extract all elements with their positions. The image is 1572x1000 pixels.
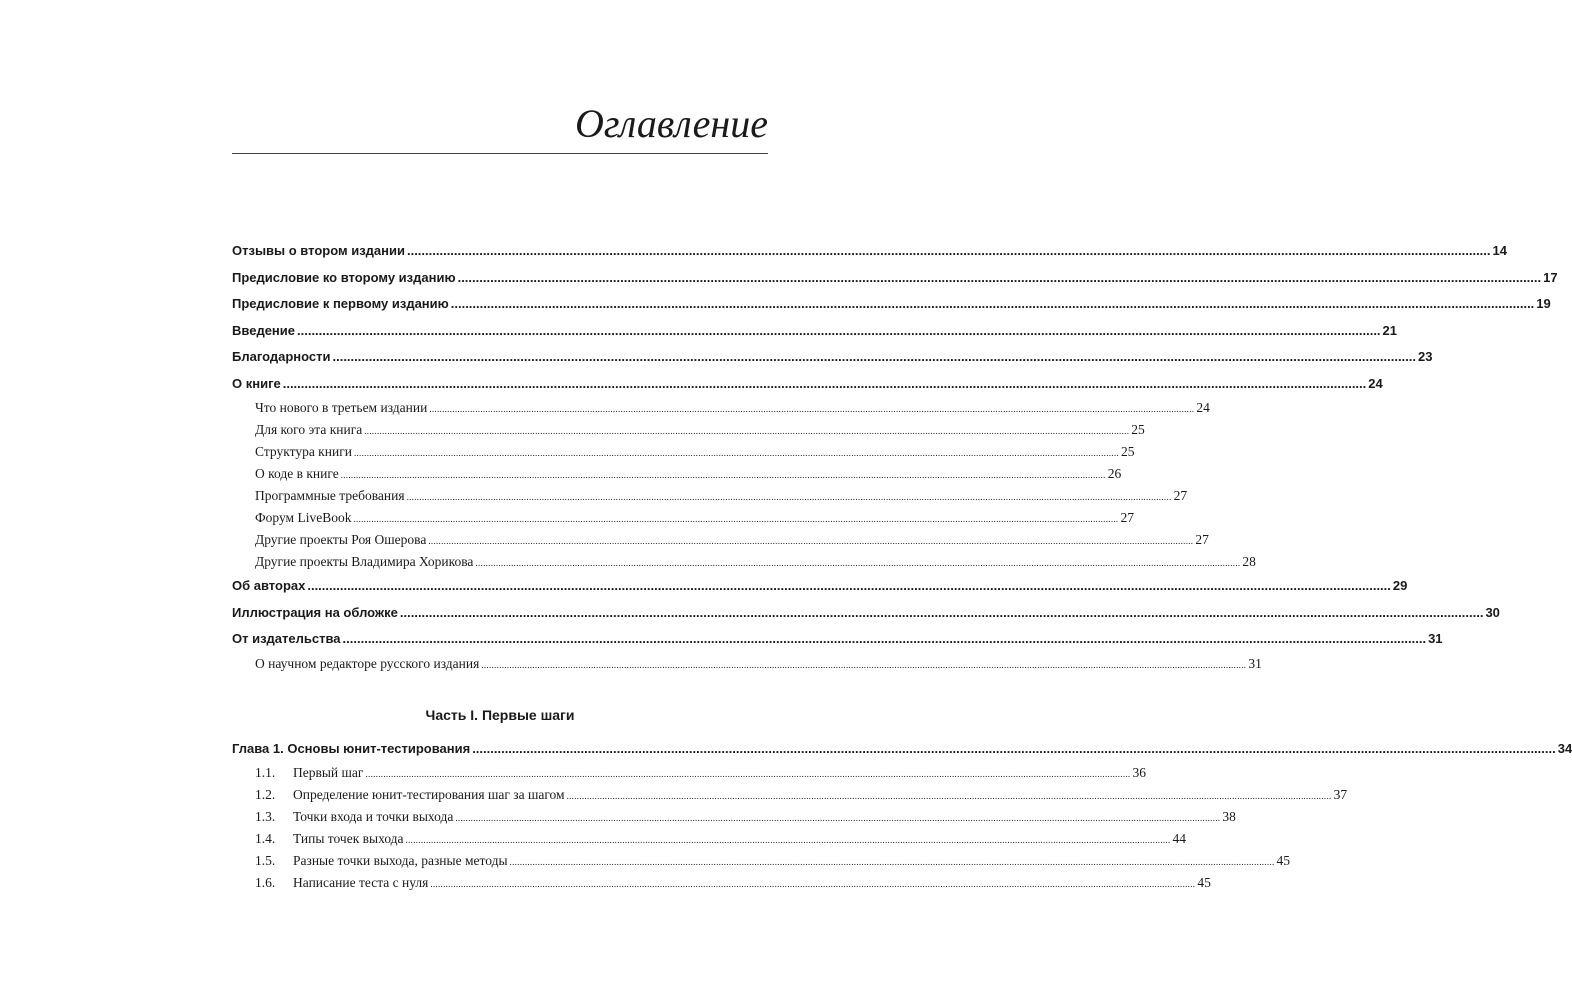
entry-label: Программные требования xyxy=(255,488,405,503)
entry-page: 24 xyxy=(1196,400,1210,415)
toc-entry[interactable] xyxy=(232,626,1443,653)
toc-subentry[interactable] xyxy=(232,529,1209,551)
toc-entry[interactable] xyxy=(232,573,1408,600)
entry-page: 45 xyxy=(1276,853,1291,868)
entry-page: 27 xyxy=(1195,532,1209,547)
leader-dots: ............................................................................................................................................................................................................................................................................................................ xyxy=(430,879,1196,889)
leader-dots: ............................................................................................................................................................................................................................................................................................................ xyxy=(450,296,1535,311)
entry-label: Предисловие к первому изданию xyxy=(232,296,449,311)
entry-page: 14 xyxy=(1492,243,1507,258)
leader-dots: ............................................................................................................................................................................................................................................................................................................ xyxy=(455,813,1221,823)
entry-page: 24 xyxy=(1368,375,1383,391)
section-number: 1.6. xyxy=(255,875,276,890)
entry-label: Типы точек выхода xyxy=(293,831,404,846)
toc-entry[interactable] xyxy=(232,265,1558,292)
entry-page: 26 xyxy=(1107,466,1122,481)
entry-page: 31 xyxy=(1248,655,1262,671)
leader-dots: ............................................................................................................................................................................................................................................................................................................ xyxy=(475,558,1241,568)
entry-label: Разные точки выхода, разные методы xyxy=(293,853,508,868)
leader-dots: ............................................................................................................................................................................................................................................................................................................ xyxy=(332,349,1417,364)
entry-label: Введение xyxy=(232,322,295,338)
leader-dots: ............................................................................................................................................................................................................................................................................................................ xyxy=(342,631,1427,646)
entry-page: 23 xyxy=(1418,349,1433,364)
toc-section[interactable] xyxy=(232,850,1291,872)
section-number: 1.5. xyxy=(255,853,276,868)
entry-page: 27 xyxy=(1120,510,1134,525)
toc-entry-chapter[interactable] xyxy=(232,736,1572,763)
leader-dots: ............................................................................................................................................................................................................................................................................................................ xyxy=(353,448,1119,458)
toc-subentry[interactable] xyxy=(232,507,1134,529)
part-heading: Часть I. Первые шаги xyxy=(425,706,575,723)
leader-dots: ............................................................................................................................................................................................................................................................................................................ xyxy=(472,740,1556,756)
entry-label: Что нового в третьем издании xyxy=(255,400,428,415)
toc-subentry[interactable] xyxy=(232,463,1122,485)
entry-page: 25 xyxy=(1120,444,1135,459)
leader-dots: ............................................................................................................................................................................................................................................................................................................ xyxy=(457,269,1542,285)
entry-page: 17 xyxy=(1543,269,1558,285)
entry-page: 19 xyxy=(1536,296,1551,311)
leader-dots: ............................................................................................................................................................................................................................................................................................................ xyxy=(399,604,1484,620)
entry-label: Иллюстрация на обложке xyxy=(232,604,398,620)
section-list xyxy=(232,762,1348,894)
toc-subentry[interactable] xyxy=(232,441,1135,463)
entry-label: Форум LiveBook xyxy=(255,510,352,525)
page-title: Оглавление xyxy=(574,101,768,146)
leader-dots: ............................................................................................................................................................................................................................................................................................................ xyxy=(365,769,1131,779)
section-number: 1.1. xyxy=(255,765,276,780)
leader-dots: ............................................................................................................................................................................................................................................................................................................ xyxy=(297,322,1381,338)
table-of-contents xyxy=(232,238,1572,894)
toc-section[interactable] xyxy=(232,872,1211,894)
leader-dots: ............................................................................................................................................................................................................................................................................................................ xyxy=(428,536,1194,546)
entry-page: 28 xyxy=(1242,554,1256,569)
entry-label: О коде в книге xyxy=(255,466,339,481)
toc-subentry[interactable] xyxy=(232,551,1256,573)
entry-page: 30 xyxy=(1485,604,1500,620)
leader-dots: ............................................................................................................................................................................................................................................................................................................ xyxy=(340,470,1106,480)
toc-entry[interactable] xyxy=(232,238,1507,265)
entry-label: О научном редакторе русского издания xyxy=(255,655,480,671)
toc-entry[interactable] xyxy=(232,318,1398,345)
toc-subentry[interactable] xyxy=(232,653,1262,675)
entry-label: Другие проекты Роя Ошерова xyxy=(255,532,427,547)
entry-label: Определение юнит-тестирования шаг за шагом xyxy=(293,787,565,802)
entry-page: 21 xyxy=(1382,322,1398,338)
entry-page: 37 xyxy=(1333,787,1348,802)
toc-entry[interactable] xyxy=(232,291,1551,318)
leader-dots: ............................................................................................................................................................................................................................................................................................................ xyxy=(566,791,1332,801)
entry-page: 29 xyxy=(1392,578,1408,593)
section-number: 1.3. xyxy=(255,809,276,824)
front-matter-list xyxy=(232,238,1558,675)
entry-label: Структура книги xyxy=(255,444,352,459)
entry-page: 34 xyxy=(1557,740,1572,756)
entry-page: 38 xyxy=(1222,809,1236,824)
entry-label: Другие проекты Владимира Хорикова xyxy=(255,554,474,569)
entry-label: Об авторах xyxy=(232,578,306,593)
section-number: 1.4. xyxy=(255,831,276,846)
leader-dots: ............................................................................................................................................................................................................................................................................................................ xyxy=(364,426,1130,436)
section-number: 1.2. xyxy=(255,787,276,802)
entry-page: 44 xyxy=(1172,831,1187,846)
toc-subentry[interactable] xyxy=(232,485,1188,507)
toc-section[interactable] xyxy=(232,784,1348,806)
toc-entry[interactable] xyxy=(232,344,1433,371)
leader-dots: ............................................................................................................................................................................................................................................................................................................ xyxy=(282,375,1367,391)
leader-dots: ............................................................................................................................................................................................................................................................................................................ xyxy=(481,659,1247,670)
entry-label: Для кого эта книга xyxy=(255,422,363,437)
entry-label: Благодарности xyxy=(232,349,331,364)
entry-page: 36 xyxy=(1132,765,1146,780)
entry-label: Отзывы о втором издании xyxy=(232,243,405,258)
toc-section[interactable] xyxy=(232,806,1236,828)
toc-subentry[interactable] xyxy=(232,419,1145,441)
entry-page: 45 xyxy=(1197,875,1211,890)
toc-section[interactable] xyxy=(232,762,1146,784)
toc-entry[interactable] xyxy=(232,600,1500,627)
entry-label: Первый шаг xyxy=(293,765,364,780)
leader-dots: ............................................................................................................................................................................................................................................................................................................ xyxy=(405,835,1171,845)
entry-label: Точки входа и точки выхода xyxy=(293,809,454,824)
title-divider xyxy=(232,153,768,154)
leader-dots: ............................................................................................................................................................................................................................................................................................................ xyxy=(406,492,1172,502)
leader-dots: ............................................................................................................................................................................................................................................................................................................ xyxy=(429,404,1195,414)
leader-dots: ............................................................................................................................................................................................................................................................................................................ xyxy=(307,578,1391,593)
entry-label: Глава 1. Основы юнит-тестирования xyxy=(232,740,471,756)
entry-page: 31 xyxy=(1428,631,1443,646)
entry-page: 25 xyxy=(1131,422,1145,437)
entry-label: От издательства xyxy=(232,631,341,646)
leader-dots: ............................................................................................................................................................................................................................................................................................................ xyxy=(406,243,1491,258)
entry-label: Предисловие ко второму изданию xyxy=(232,269,456,285)
leader-dots: ............................................................................................................................................................................................................................................................................................................ xyxy=(509,857,1275,867)
entry-label: Написание теста с нуля xyxy=(293,875,429,890)
entry-label: О книге xyxy=(232,375,281,391)
entry-page: 27 xyxy=(1173,488,1188,503)
toc-subentry[interactable] xyxy=(232,397,1210,419)
toc-section[interactable] xyxy=(232,828,1187,850)
leader-dots: ............................................................................................................................................................................................................................................................................................................ xyxy=(353,514,1119,524)
toc-entry[interactable] xyxy=(232,371,1383,398)
